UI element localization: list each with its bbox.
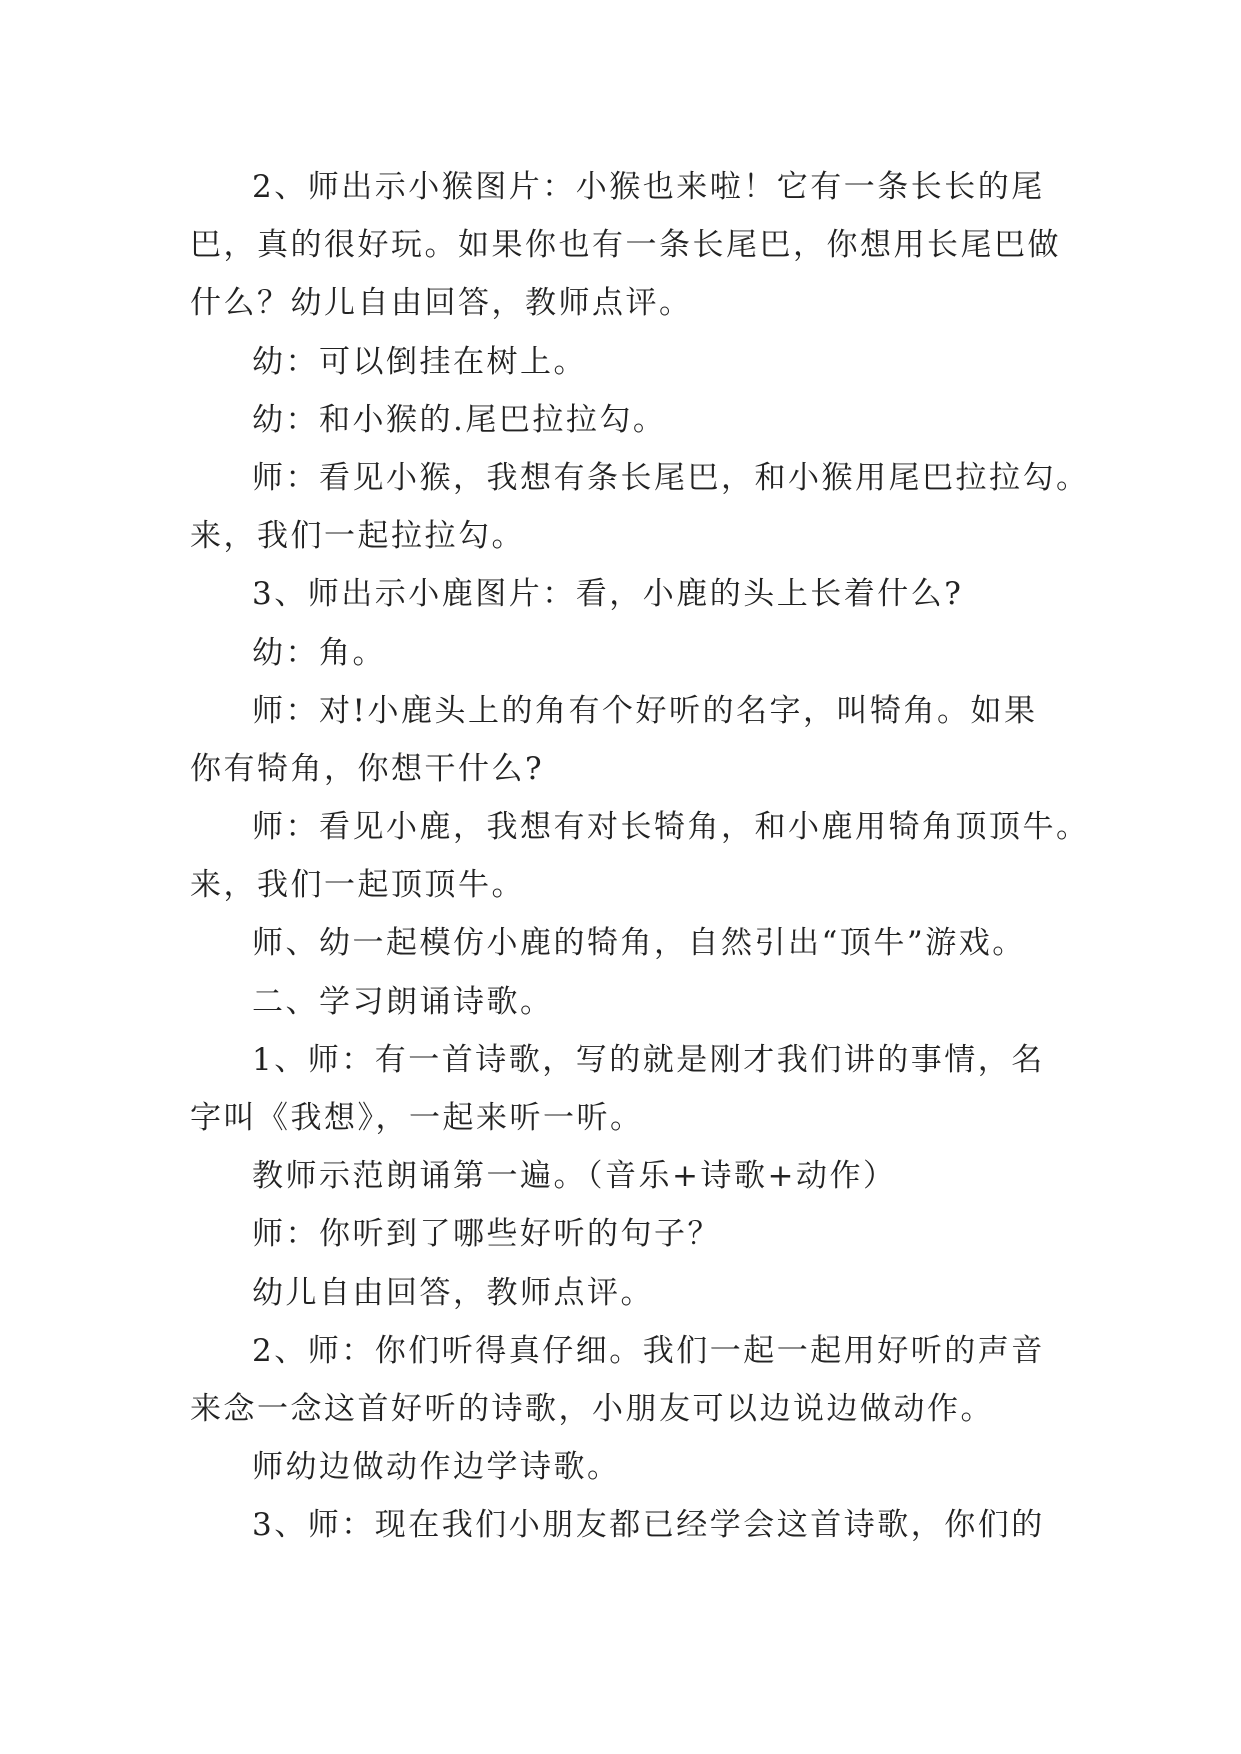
text-line: 幼儿自由回答，教师点评。 — [252, 1274, 654, 1311]
text-line: 幼：角。 — [252, 634, 386, 671]
text-line: 二、学习朗诵诗歌。 — [252, 983, 554, 1020]
text-line: 幼：可以倒挂在树上。 — [252, 343, 587, 380]
text-line: 来念一念这首好听的诗歌，小朋友可以边说边做动作。 — [190, 1390, 994, 1427]
text-line: 什么？幼儿自由回答，教师点评。 — [190, 285, 693, 322]
text-line: 教师示范朗诵第一遍。（音乐+诗歌+动作） — [252, 1158, 897, 1195]
text-line: 字叫《我想》，一起来听一听。 — [190, 1100, 644, 1136]
text-line: 来，我们一起顶顶牛。 — [190, 867, 525, 904]
text-line: 巴，真的很好玩。如果你也有一条长尾巴，你想用长尾巴做 — [190, 227, 1061, 264]
text-line: 师、幼一起模仿小鹿的犄角，自然引出“顶牛”游戏。 — [252, 925, 1026, 962]
text-line: 2、师出示小猴图片：小猴也来啦！它有一条长长的尾 — [252, 169, 1045, 205]
text-line: 幼：和小猴的.尾巴拉拉勾。 — [252, 401, 667, 438]
text-line: 师幼边做动作边学诗歌。 — [252, 1449, 621, 1486]
text-line: 师：看见小鹿，我想有对长犄角，和小鹿用犄角顶顶牛。 — [252, 809, 1090, 846]
text-line: 师：看见小猴，我想有条长尾巴，和小猴用尾巴拉拉勾。 — [252, 459, 1090, 496]
text-line: 3、师：现在我们小朋友都已经学会这首诗歌，你们的 — [252, 1507, 1045, 1544]
text-line: 来，我们一起拉拉勾。 — [190, 518, 525, 555]
text-line: 师：你听到了哪些好听的句子？ — [252, 1216, 721, 1253]
text-line: 2、师：你们听得真仔细。我们一起一起用好听的声音 — [252, 1332, 1045, 1369]
text-line: 1、师：有一首诗歌，写的就是刚才我们讲的事情，名 — [252, 1041, 1045, 1078]
text-line: 师：对!小鹿头上的角有个好听的名字，叫犄角。如果 — [252, 692, 1038, 729]
text-line: 3、师出示小鹿图片：看，小鹿的头上长着什么? — [252, 576, 964, 613]
text-line: 你有犄角，你想干什么? — [190, 750, 545, 787]
document-body — [190, 158, 1090, 1555]
